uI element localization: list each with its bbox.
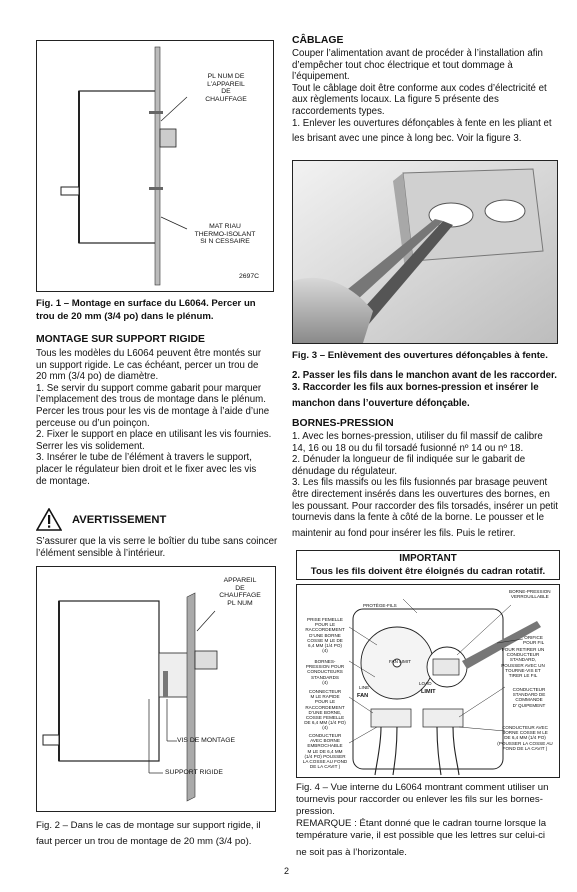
fig4-label-line: LINE <box>359 685 370 690</box>
fig1-label-plenum: PL NUM DE L’APPAREIL DE CHAUFFAGE <box>205 73 247 103</box>
fig4-label-fan-limit: FAN LIMIT <box>389 659 411 664</box>
fig1-caption: Fig. 1 – Montage en surface du L6064. Percer un trou de 20 mm (3/4 po) dans le plénum. <box>36 298 256 322</box>
important-title: IMPORTANT <box>399 553 457 564</box>
fig2-label-plenum: APPAREIL DE CHAUFFAGE PL NUM <box>219 577 261 607</box>
page-number: 2 <box>284 866 290 876</box>
figure-4 <box>296 584 560 778</box>
fig4-label-fan: FAN <box>357 693 369 699</box>
fig4-label-orifice: ORIFICE POUR FIL <box>523 635 545 646</box>
fig3-caption: Fig. 3 – Enlèvement des ouvertures défonçables à fente. <box>292 350 548 361</box>
fig1-code: 2697C <box>239 273 260 280</box>
fig2-label-bracket: SUPPORT RIGIDE <box>165 769 223 776</box>
figure-2 <box>36 566 276 812</box>
fig1-label-insulation: MAT RIAU THERMO-ISOLANT SI N CESSAIRE <box>194 223 256 246</box>
important-box <box>296 550 560 580</box>
montage-heading: MONTAGE SUR SUPPORT RIGIDE <box>36 334 205 345</box>
figure-1 <box>36 40 274 292</box>
bornes-text: 1. Avec les bornes-pression, utiliser du fil massif de calibre 14, 16 ou 18 ou du fil torsadé fusionné nº 14 ou nº 18. 2. Dénuder la longueur de fil indiquée sur le gabarit de dénudage du régulateur. 3. Les fils massifs ou les fils fusionnés par brasage peuvent être directement insérés dans les ouvertures des bornes, en les poussant. Pour raccorder des fils torsadés, insérer un petit tournevis dans la fente à côté de la borne. Le pousser et le maintenir au fond pour insérer les fils. Puis le retirer. <box>292 431 558 539</box>
warning-text: S’assurer que la vis serre le boîtier du tube sans coincer l’élément sensible à l’intérieur. <box>36 536 278 559</box>
fig4-label-connecteur: CONNECTEUR M LE RAPIDE POUR LE RACCORDEMENT D’UNE BORNE, COSSE FEMELLE DE 6,4 MM (1/4 PO) (4) <box>304 689 346 731</box>
fig4-label-conducteur-emb: CONDUCTEUR AVEC BORNE EMBROCHABLE M LE DE 6,4 MM (1/4 PO) POUSSER LA COSSE AU FOND DE LA CAVIT ) <box>302 733 348 770</box>
steps-text: 2. Passer les fils dans le manchon avant de les raccorder. 3. Raccorder les fils aux bornes-pression et insérer le manchon dans l’ouverture défonçable. <box>292 370 557 410</box>
fig2-caption: Fig. 2 – Dans le cas de montage sur support rigide, il faut percer un trou de montage de 20 mm (3/4 po). <box>36 820 261 847</box>
fig4-label-load: LOAD <box>419 681 432 686</box>
fig4-label-retirer: POUR RETIRER UN CONDUCTEUR STANDARD, POUSSER AVEC UN TOURNE-VIS ET TIRER LE FIL <box>501 647 545 679</box>
fig4-label-protege: PROTÈGE-FILS <box>363 603 397 608</box>
cablage-heading: CÂBLAGE <box>292 35 344 46</box>
figure-3-photo <box>292 160 558 344</box>
fig4-label-borne-verr: BORNE-PRESSION VERROUILLABLE <box>509 589 551 600</box>
fig4-caption: Fig. 4 – Vue interne du L6064 montrant comment utiliser un tournevis pour raccorder ou enlever les fils sur les bornes- pression. REMARQUE : Étant donné que le cadran tourne lorsque la température varie, il est possible que les lettres sur celui-ci ne soit pas à l’horizontale. <box>296 782 549 858</box>
bornes-heading: BORNES-PRESSION <box>292 418 394 429</box>
warning-title: AVERTISSEMENT <box>72 514 167 526</box>
fig4-label-bornes-std: BORNES- PRESSION POUR CONDUCTEURS STANDARDS (4) <box>305 659 345 685</box>
montage-text: Tous les modèles du L6064 peuvent être montés sur un support rigide. Le cas échéant, percer un trou de 20 mm (3/4 po) de diamètre. 1. Se servir du support comme gabarit pour marquer l’emplacement des trous de montage dans le plénum. Percer les trous pour les vis de montage à l’aide d’une perceuse ou d’un poinçon. 2. Fixer le support en place en utilisant les vis fournies. Serrer les vis solidement. 3. Insérer le tube de l’élément à travers le support, placer le régulateur bien droit et le fixer avec les vis de montage. <box>36 348 272 487</box>
warning-triangle-icon <box>36 508 62 536</box>
fig4-label-limit: LIMIT <box>421 689 436 695</box>
fig4-label-conducteur-std: CONDUCTEUR STANDARD DE COMMANDE D’ QUIPEMENT <box>512 687 546 708</box>
important-text: Tous les fils doivent être éloignés du cadran rotatif. <box>310 566 546 577</box>
fig2-label-screw: VIS DE MONTAGE <box>177 737 236 744</box>
cablage-text: Couper l’alimentation avant de procéder à l’installation afin d’empêcher tout choc électrique et tout dommage à l’équipement. Tout le câblage doit être conforme aux codes d’électricité et aux règlements locaux. La figure 5 présente des raccordements types. 1. Enlever les ouvertures défonçables à fente en les pliant et les brisant avec une pince à long bec. Voir la figure 3. <box>292 48 552 145</box>
fig4-label-conducteur-borne: CONDUCTEUR AVEC BORNE COSSE M LE DE 6,4 MM (1/4 PO) (POUSSER LA COSSE AU FOND DE LA CAVIT ) <box>497 725 553 751</box>
fig4-label-prise: PRISE FEMELLE POUR LE RACCORDEMENT D’UNE BORNE COSSE M LE DE 6,4 MM (1/4 PO) (4) <box>305 617 345 654</box>
